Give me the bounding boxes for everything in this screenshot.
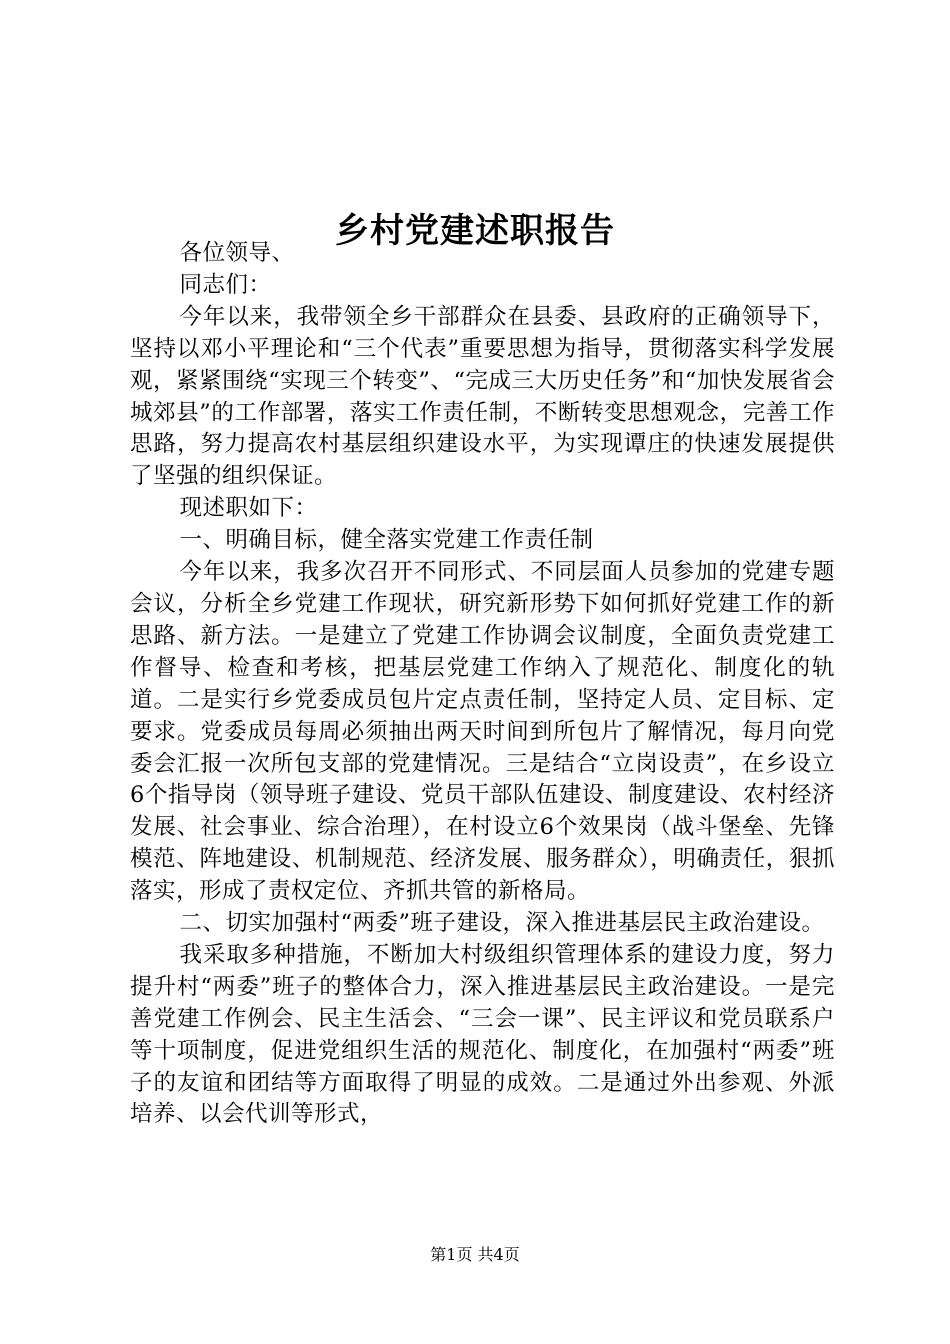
section-heading-2: 二、切实加强村“两委”班子建设，深入推进基层民主政治建设。 [179, 910, 825, 937]
section-heading-1: 一、明确目标，健全落实党建工作责任制 [179, 527, 594, 554]
section-1-paragraph: 今年以来，我多次召开不同形式、不同层面人员参加的党建专题会议，分析全乡党建工作现状，研究新形势下如何抓好党建工作的新思路、新方法。一是建立了党建工作协调会议制度，全面负责党建工作督导、检查和考核，把基层党建工作纳入了规范化、制度化的轨道。二是实行乡党委成员包片定点责任制，坚持定人员、定目标、定要求。党委成员每周必须抽出两天时间到所包片了解情况，每月向党委会汇报一次所包支部的党建情况。三是结合“立岗设责”，在乡设立6个指导岗（领导班子建设、党员干部队伍建设、制度建设、农村经济发展、社会事业、综合治理），在村设立6个效果岗（战斗堡垒、先锋模范、阵地建设、机制规范、经济发展、服务群众），明确责任，狠抓落实，形成了责权定位、齐抓共管的新格局。 [130, 559, 835, 905]
salutation-line-2: 同志们： [179, 271, 272, 298]
section-2-paragraph: 我采取多种措施，不断加大村级组织管理体系的建设力度，努力提升村“两委”班子的整体合力，深入推进基层民主政治建设。一是完善党建工作例会、民主生活会、“三会一课”、民主评议和党员联系户等十项制度，促进党组织生活的规范化、制度化，在加强村“两委”班子的友谊和团结等方面取得了明显的成效。二是通过外出参观、外派培养、以会代训等形式， [130, 941, 835, 1128]
document-body [130, 238, 835, 1131]
salutation-line-1: 各位领导、 [179, 240, 295, 266]
intro-paragraph: 今年以来，我带领全乡干部群众在县委、县政府的正确领导下，坚持以邓小平理论和“三个代表”重要思想为指导，贯彻落实科学发展观，紧紧围绕“实现三个转变”、“完成三大历史任务”和“加快发展省会城郊县”的工作部署，落实工作责任制，不断转变思想观念，完善工作思路，努力提高农村基层组织建设水平，为实现谭庄的快速发展提供了坚强的组织保证。 [130, 303, 835, 490]
page-footer: 第1页 共4页 [430, 1245, 520, 1264]
document-title: 乡村党建述职报告 [335, 210, 615, 251]
report-lead-in: 现述职如下： [179, 495, 318, 522]
